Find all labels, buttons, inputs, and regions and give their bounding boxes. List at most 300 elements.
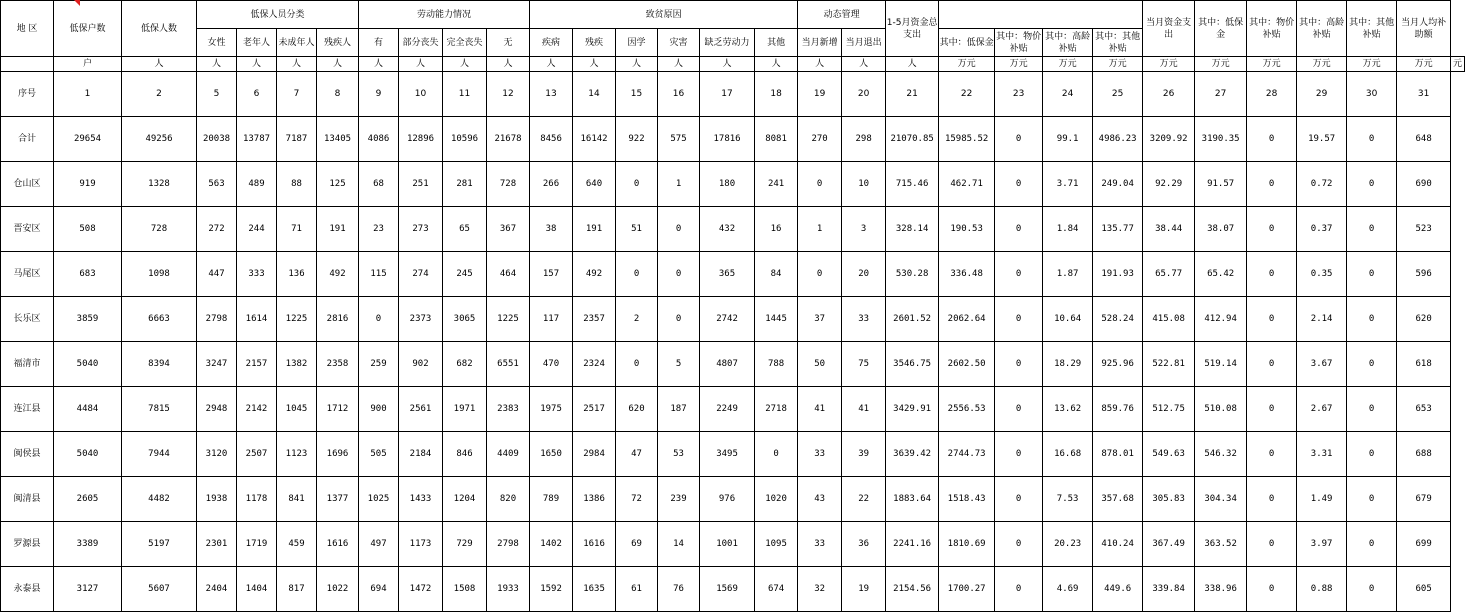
data-cell: 84 xyxy=(755,252,798,297)
data-cell: 76 xyxy=(658,567,700,612)
unit-cell: 人 xyxy=(122,57,197,72)
data-cell: 1377 xyxy=(317,477,359,522)
data-cell: 33 xyxy=(798,432,842,477)
data-cell: 1404 xyxy=(237,567,277,612)
data-cell: 919 xyxy=(54,162,122,207)
index-cell: 28 xyxy=(1247,72,1297,117)
data-cell: 0 xyxy=(1247,567,1297,612)
data-cell: 259 xyxy=(359,342,399,387)
data-cell: 2517 xyxy=(573,387,616,432)
data-cell: 1433 xyxy=(399,477,443,522)
data-cell: 0 xyxy=(995,207,1043,252)
data-cell: 1933 xyxy=(487,567,530,612)
units-row xyxy=(1,57,1465,72)
data-cell: 470 xyxy=(530,342,573,387)
index-cell: 9 xyxy=(359,72,399,117)
data-cell: 2744.73 xyxy=(939,432,995,477)
data-cell: 817 xyxy=(277,567,317,612)
data-cell: 449.6 xyxy=(1093,567,1143,612)
data-cell: 88 xyxy=(277,162,317,207)
unit-cell: 人 xyxy=(317,57,359,72)
header-households: 低保户数 xyxy=(54,1,122,57)
data-cell: 2249 xyxy=(700,387,755,432)
data-cell: 575 xyxy=(658,117,700,162)
data-cell: 563 xyxy=(197,162,237,207)
data-cell: 1001 xyxy=(700,522,755,567)
region-name: 长乐区 xyxy=(1,297,54,342)
data-cell: 0 xyxy=(995,252,1043,297)
data-cell: 36 xyxy=(842,522,886,567)
data-cell: 0 xyxy=(1347,162,1397,207)
data-cell: 251 xyxy=(399,162,443,207)
data-cell: 298 xyxy=(842,117,886,162)
header-dyn-new: 当月新增 xyxy=(798,29,842,57)
data-cell: 191 xyxy=(317,207,359,252)
unit-cell: 人 xyxy=(443,57,487,72)
index-cell: 25 xyxy=(1093,72,1143,117)
unit-cell: 万元 xyxy=(1347,57,1397,72)
index-cell: 7 xyxy=(277,72,317,117)
data-cell: 41 xyxy=(842,387,886,432)
data-cell: 136 xyxy=(277,252,317,297)
data-cell: 0 xyxy=(1247,252,1297,297)
data-cell: 715.46 xyxy=(886,162,939,207)
data-cell: 620 xyxy=(1397,297,1451,342)
data-cell: 239 xyxy=(658,477,700,522)
data-cell: 0 xyxy=(995,522,1043,567)
data-cell: 505 xyxy=(359,432,399,477)
data-cell: 2742 xyxy=(700,297,755,342)
data-cell: 8081 xyxy=(755,117,798,162)
data-cell: 10.64 xyxy=(1043,297,1093,342)
data-cell: 1.87 xyxy=(1043,252,1093,297)
data-cell: 0 xyxy=(1347,477,1397,522)
unit-cell: 人 xyxy=(886,57,939,72)
data-cell: 245 xyxy=(443,252,487,297)
data-cell: 432 xyxy=(700,207,755,252)
data-cell: 0.88 xyxy=(1297,567,1347,612)
unit-cell: 人 xyxy=(197,57,237,72)
data-cell: 1810.69 xyxy=(939,522,995,567)
data-cell: 2301 xyxy=(197,522,237,567)
index-cell: 8 xyxy=(317,72,359,117)
unit-cell: 万元 xyxy=(1247,57,1297,72)
data-cell: 0 xyxy=(1247,162,1297,207)
data-cell: 0 xyxy=(1347,432,1397,477)
data-cell: 191.93 xyxy=(1093,252,1143,297)
data-cell: 2561 xyxy=(399,387,443,432)
unit-cell: 人 xyxy=(237,57,277,72)
data-cell: 157 xyxy=(530,252,573,297)
header-cause-no-labor: 缺乏劳动力 xyxy=(700,29,755,57)
header-month-total: 当月资金支出 xyxy=(1143,1,1195,57)
header-fund-total: 1-5月资金总支出 xyxy=(886,1,939,57)
data-cell: 3546.75 xyxy=(886,342,939,387)
unit-cell: 元 xyxy=(1451,57,1465,72)
data-cell: 1.49 xyxy=(1297,477,1347,522)
data-cell: 2816 xyxy=(317,297,359,342)
data-cell: 679 xyxy=(1397,477,1451,522)
data-cell: 2062.64 xyxy=(939,297,995,342)
data-cell: 4986.23 xyxy=(1093,117,1143,162)
header-fund-dibao: 其中：低保金 xyxy=(939,29,995,57)
header-month-dibao: 其中：低保金 xyxy=(1195,1,1247,57)
data-cell: 1635 xyxy=(573,567,616,612)
data-cell: 447 xyxy=(197,252,237,297)
table-row xyxy=(1,477,1465,522)
data-cell: 0 xyxy=(798,252,842,297)
data-cell: 2383 xyxy=(487,387,530,432)
data-cell: 47 xyxy=(616,432,658,477)
data-cell: 244 xyxy=(237,207,277,252)
unit-cell: 人 xyxy=(616,57,658,72)
data-cell: 1402 xyxy=(530,522,573,567)
data-cell: 728 xyxy=(122,207,197,252)
index-cell: 19 xyxy=(798,72,842,117)
data-cell: 13.62 xyxy=(1043,387,1093,432)
data-cell: 1975 xyxy=(530,387,573,432)
data-cell: 281 xyxy=(443,162,487,207)
data-cell: 2948 xyxy=(197,387,237,432)
data-cell: 1173 xyxy=(399,522,443,567)
data-cell: 4807 xyxy=(700,342,755,387)
data-cell: 0 xyxy=(658,297,700,342)
data-cell: 1095 xyxy=(755,522,798,567)
data-cell: 0 xyxy=(798,162,842,207)
data-cell: 1614 xyxy=(237,297,277,342)
data-cell: 846 xyxy=(443,432,487,477)
index-row xyxy=(1,72,1465,117)
data-cell: 2507 xyxy=(237,432,277,477)
data-cell: 338.96 xyxy=(1195,567,1247,612)
index-cell: 11 xyxy=(443,72,487,117)
data-cell: 115 xyxy=(359,252,399,297)
data-cell: 0 xyxy=(616,162,658,207)
data-cell: 510.08 xyxy=(1195,387,1247,432)
data-cell: 22 xyxy=(842,477,886,522)
index-cell: 16 xyxy=(658,72,700,117)
data-cell: 925.96 xyxy=(1093,342,1143,387)
unit-cell xyxy=(1,57,54,72)
data-cell: 65.77 xyxy=(1143,252,1195,297)
index-label: 序号 xyxy=(1,72,54,117)
table-row xyxy=(1,567,1465,612)
index-cell: 24 xyxy=(1043,72,1093,117)
unit-cell: 万元 xyxy=(1143,57,1195,72)
data-cell: 0 xyxy=(658,252,700,297)
index-cell: 2 xyxy=(122,72,197,117)
data-cell: 1971 xyxy=(443,387,487,432)
data-cell: 18.29 xyxy=(1043,342,1093,387)
data-cell: 125 xyxy=(317,162,359,207)
data-cell: 1328 xyxy=(122,162,197,207)
data-cell: 6663 xyxy=(122,297,197,342)
data-cell: 1472 xyxy=(399,567,443,612)
header-cause-group: 致贫原因 xyxy=(530,1,798,29)
data-cell: 690 xyxy=(1397,162,1451,207)
comment-marker xyxy=(74,0,80,6)
unit-cell: 万元 xyxy=(1195,57,1247,72)
index-cell: 26 xyxy=(1143,72,1195,117)
data-cell: 5 xyxy=(658,342,700,387)
index-cell: 13 xyxy=(530,72,573,117)
data-cell: 0 xyxy=(995,567,1043,612)
data-cell: 549.63 xyxy=(1143,432,1195,477)
data-cell: 976 xyxy=(700,477,755,522)
index-cell: 23 xyxy=(995,72,1043,117)
data-cell: 523 xyxy=(1397,207,1451,252)
header-region: 地 区 xyxy=(1,1,54,57)
unit-cell: 万元 xyxy=(1093,57,1143,72)
data-cell: 20038 xyxy=(197,117,237,162)
data-cell: 333 xyxy=(237,252,277,297)
data-cell: 728 xyxy=(487,162,530,207)
unit-cell: 人 xyxy=(487,57,530,72)
data-cell: 878.01 xyxy=(1093,432,1143,477)
data-cell: 7.53 xyxy=(1043,477,1093,522)
data-cell: 8394 xyxy=(122,342,197,387)
unit-cell: 万元 xyxy=(995,57,1043,72)
data-cell: 922 xyxy=(616,117,658,162)
data-cell: 187 xyxy=(658,387,700,432)
unit-cell: 万元 xyxy=(1043,57,1093,72)
data-cell: 0 xyxy=(359,297,399,342)
data-cell: 2556.53 xyxy=(939,387,995,432)
data-cell: 0 xyxy=(1247,477,1297,522)
data-cell: 16 xyxy=(755,207,798,252)
index-cell: 22 xyxy=(939,72,995,117)
table-row xyxy=(1,252,1465,297)
data-cell: 3859 xyxy=(54,297,122,342)
data-cell: 1178 xyxy=(237,477,277,522)
data-cell: 0 xyxy=(995,477,1043,522)
table-row xyxy=(1,117,1465,162)
data-cell: 3.67 xyxy=(1297,342,1347,387)
table-row xyxy=(1,297,1465,342)
data-cell: 859.76 xyxy=(1093,387,1143,432)
data-cell: 0 xyxy=(995,162,1043,207)
data-cell: 304.34 xyxy=(1195,477,1247,522)
data-cell: 336.48 xyxy=(939,252,995,297)
data-cell: 38 xyxy=(530,207,573,252)
header-labor-partial: 部分丧失 xyxy=(399,29,443,57)
unit-cell: 人 xyxy=(399,57,443,72)
data-cell: 1025 xyxy=(359,477,399,522)
data-cell: 367 xyxy=(487,207,530,252)
data-cell: 688 xyxy=(1397,432,1451,477)
region-name: 永泰县 xyxy=(1,567,54,612)
data-cell: 72 xyxy=(616,477,658,522)
header-dyn-exit: 当月退出 xyxy=(842,29,886,57)
header-cause-illness: 疾病 xyxy=(530,29,573,57)
data-cell: 49256 xyxy=(122,117,197,162)
data-cell: 1700.27 xyxy=(939,567,995,612)
data-cell: 1569 xyxy=(700,567,755,612)
data-cell: 1022 xyxy=(317,567,359,612)
header-cause-other: 其他 xyxy=(755,29,798,57)
data-cell: 190.53 xyxy=(939,207,995,252)
header-month-other: 其中：其他补贴 xyxy=(1347,1,1397,57)
data-cell: 620 xyxy=(616,387,658,432)
data-cell: 0 xyxy=(616,252,658,297)
data-cell: 683 xyxy=(54,252,122,297)
index-cell: 30 xyxy=(1347,72,1397,117)
header-persons: 低保人数 xyxy=(122,1,197,57)
unit-cell: 人 xyxy=(755,57,798,72)
data-cell: 902 xyxy=(399,342,443,387)
data-cell: 357.68 xyxy=(1093,477,1143,522)
header-fund-other: 其中：其他补贴 xyxy=(1093,29,1143,57)
table-row xyxy=(1,432,1465,477)
data-cell: 0 xyxy=(995,387,1043,432)
data-cell: 3 xyxy=(842,207,886,252)
data-cell: 8456 xyxy=(530,117,573,162)
index-cell: 14 xyxy=(573,72,616,117)
data-cell: 1712 xyxy=(317,387,359,432)
index-cell: 20 xyxy=(842,72,886,117)
data-cell: 0 xyxy=(1247,297,1297,342)
data-cell: 3190.35 xyxy=(1195,117,1247,162)
header-dynamic-group: 动态管理 xyxy=(798,1,886,29)
data-cell: 0.35 xyxy=(1297,252,1347,297)
data-cell: 3.71 xyxy=(1043,162,1093,207)
header-category-group: 低保人员分类 xyxy=(197,1,359,29)
data-cell: 0 xyxy=(1347,387,1397,432)
unit-cell: 万元 xyxy=(939,57,995,72)
data-cell: 23 xyxy=(359,207,399,252)
data-cell: 3209.92 xyxy=(1143,117,1195,162)
data-cell: 92.29 xyxy=(1143,162,1195,207)
data-cell: 0.37 xyxy=(1297,207,1347,252)
header-disabled: 残疾人 xyxy=(317,29,359,57)
data-cell: 789 xyxy=(530,477,573,522)
region-name: 合计 xyxy=(1,117,54,162)
data-cell: 682 xyxy=(443,342,487,387)
data-cell: 266 xyxy=(530,162,573,207)
header-cause-school: 因学 xyxy=(616,29,658,57)
data-cell: 900 xyxy=(359,387,399,432)
data-cell: 464 xyxy=(487,252,530,297)
data-cell: 0 xyxy=(995,342,1043,387)
data-cell: 788 xyxy=(755,342,798,387)
data-cell: 1616 xyxy=(317,522,359,567)
data-cell: 99.1 xyxy=(1043,117,1093,162)
data-cell: 5040 xyxy=(54,432,122,477)
data-cell: 0.72 xyxy=(1297,162,1347,207)
data-cell: 0 xyxy=(1347,522,1397,567)
data-cell: 2324 xyxy=(573,342,616,387)
region-name: 马尾区 xyxy=(1,252,54,297)
data-cell: 4409 xyxy=(487,432,530,477)
data-cell: 3429.91 xyxy=(886,387,939,432)
unit-cell: 人 xyxy=(658,57,700,72)
data-cell: 0 xyxy=(995,297,1043,342)
data-cell: 412.94 xyxy=(1195,297,1247,342)
data-cell: 648 xyxy=(1397,117,1451,162)
data-cell: 1 xyxy=(798,207,842,252)
region-name: 闽清县 xyxy=(1,477,54,522)
data-cell: 512.75 xyxy=(1143,387,1195,432)
table-row xyxy=(1,207,1465,252)
data-cell: 68 xyxy=(359,162,399,207)
data-cell: 415.08 xyxy=(1143,297,1195,342)
data-cell: 1045 xyxy=(277,387,317,432)
data-cell: 1650 xyxy=(530,432,573,477)
data-cell: 75 xyxy=(842,342,886,387)
data-cell: 1719 xyxy=(237,522,277,567)
index-cell: 12 xyxy=(487,72,530,117)
index-cell: 27 xyxy=(1195,72,1247,117)
data-cell: 820 xyxy=(487,477,530,522)
data-cell: 273 xyxy=(399,207,443,252)
data-cell: 0 xyxy=(616,342,658,387)
data-cell: 1696 xyxy=(317,432,359,477)
data-cell: 43 xyxy=(798,477,842,522)
index-cell: 15 xyxy=(616,72,658,117)
data-cell: 1386 xyxy=(573,477,616,522)
data-cell: 19 xyxy=(842,567,886,612)
data-cell: 117 xyxy=(530,297,573,342)
data-cell: 674 xyxy=(755,567,798,612)
index-cell: 31 xyxy=(1397,72,1451,117)
data-cell: 522.81 xyxy=(1143,342,1195,387)
data-cell: 694 xyxy=(359,567,399,612)
data-cell: 605 xyxy=(1397,567,1451,612)
data-cell: 38.07 xyxy=(1195,207,1247,252)
region-name: 连江县 xyxy=(1,387,54,432)
data-cell: 618 xyxy=(1397,342,1451,387)
data-cell: 7944 xyxy=(122,432,197,477)
data-cell: 2142 xyxy=(237,387,277,432)
data-cell: 3065 xyxy=(443,297,487,342)
unit-cell: 人 xyxy=(842,57,886,72)
region-name: 福清市 xyxy=(1,342,54,387)
data-cell: 13787 xyxy=(237,117,277,162)
data-cell: 53 xyxy=(658,432,700,477)
data-cell: 2157 xyxy=(237,342,277,387)
data-cell: 492 xyxy=(573,252,616,297)
data-cell: 37 xyxy=(798,297,842,342)
index-cell: 10 xyxy=(399,72,443,117)
region-name: 罗源县 xyxy=(1,522,54,567)
data-cell: 13405 xyxy=(317,117,359,162)
header-fund-price: 其中：物价补贴 xyxy=(995,29,1043,57)
data-cell: 0 xyxy=(1247,432,1297,477)
data-cell: 0 xyxy=(1247,342,1297,387)
data-cell: 3.31 xyxy=(1297,432,1347,477)
data-cell: 640 xyxy=(573,162,616,207)
data-cell: 29654 xyxy=(54,117,122,162)
data-cell: 489 xyxy=(237,162,277,207)
region-name: 仓山区 xyxy=(1,162,54,207)
header-female: 女性 xyxy=(197,29,237,57)
data-cell: 32 xyxy=(798,567,842,612)
data-cell: 16142 xyxy=(573,117,616,162)
data-cell: 65.42 xyxy=(1195,252,1247,297)
data-cell: 51 xyxy=(616,207,658,252)
data-cell: 367.49 xyxy=(1143,522,1195,567)
data-cell: 0 xyxy=(995,432,1043,477)
data-cell: 4484 xyxy=(54,387,122,432)
data-cell: 328.14 xyxy=(886,207,939,252)
data-cell: 5607 xyxy=(122,567,197,612)
data-cell: 191 xyxy=(573,207,616,252)
data-cell: 1518.43 xyxy=(939,477,995,522)
data-cell: 71 xyxy=(277,207,317,252)
data-cell: 2798 xyxy=(197,297,237,342)
data-cell: 15985.52 xyxy=(939,117,995,162)
data-cell: 699 xyxy=(1397,522,1451,567)
